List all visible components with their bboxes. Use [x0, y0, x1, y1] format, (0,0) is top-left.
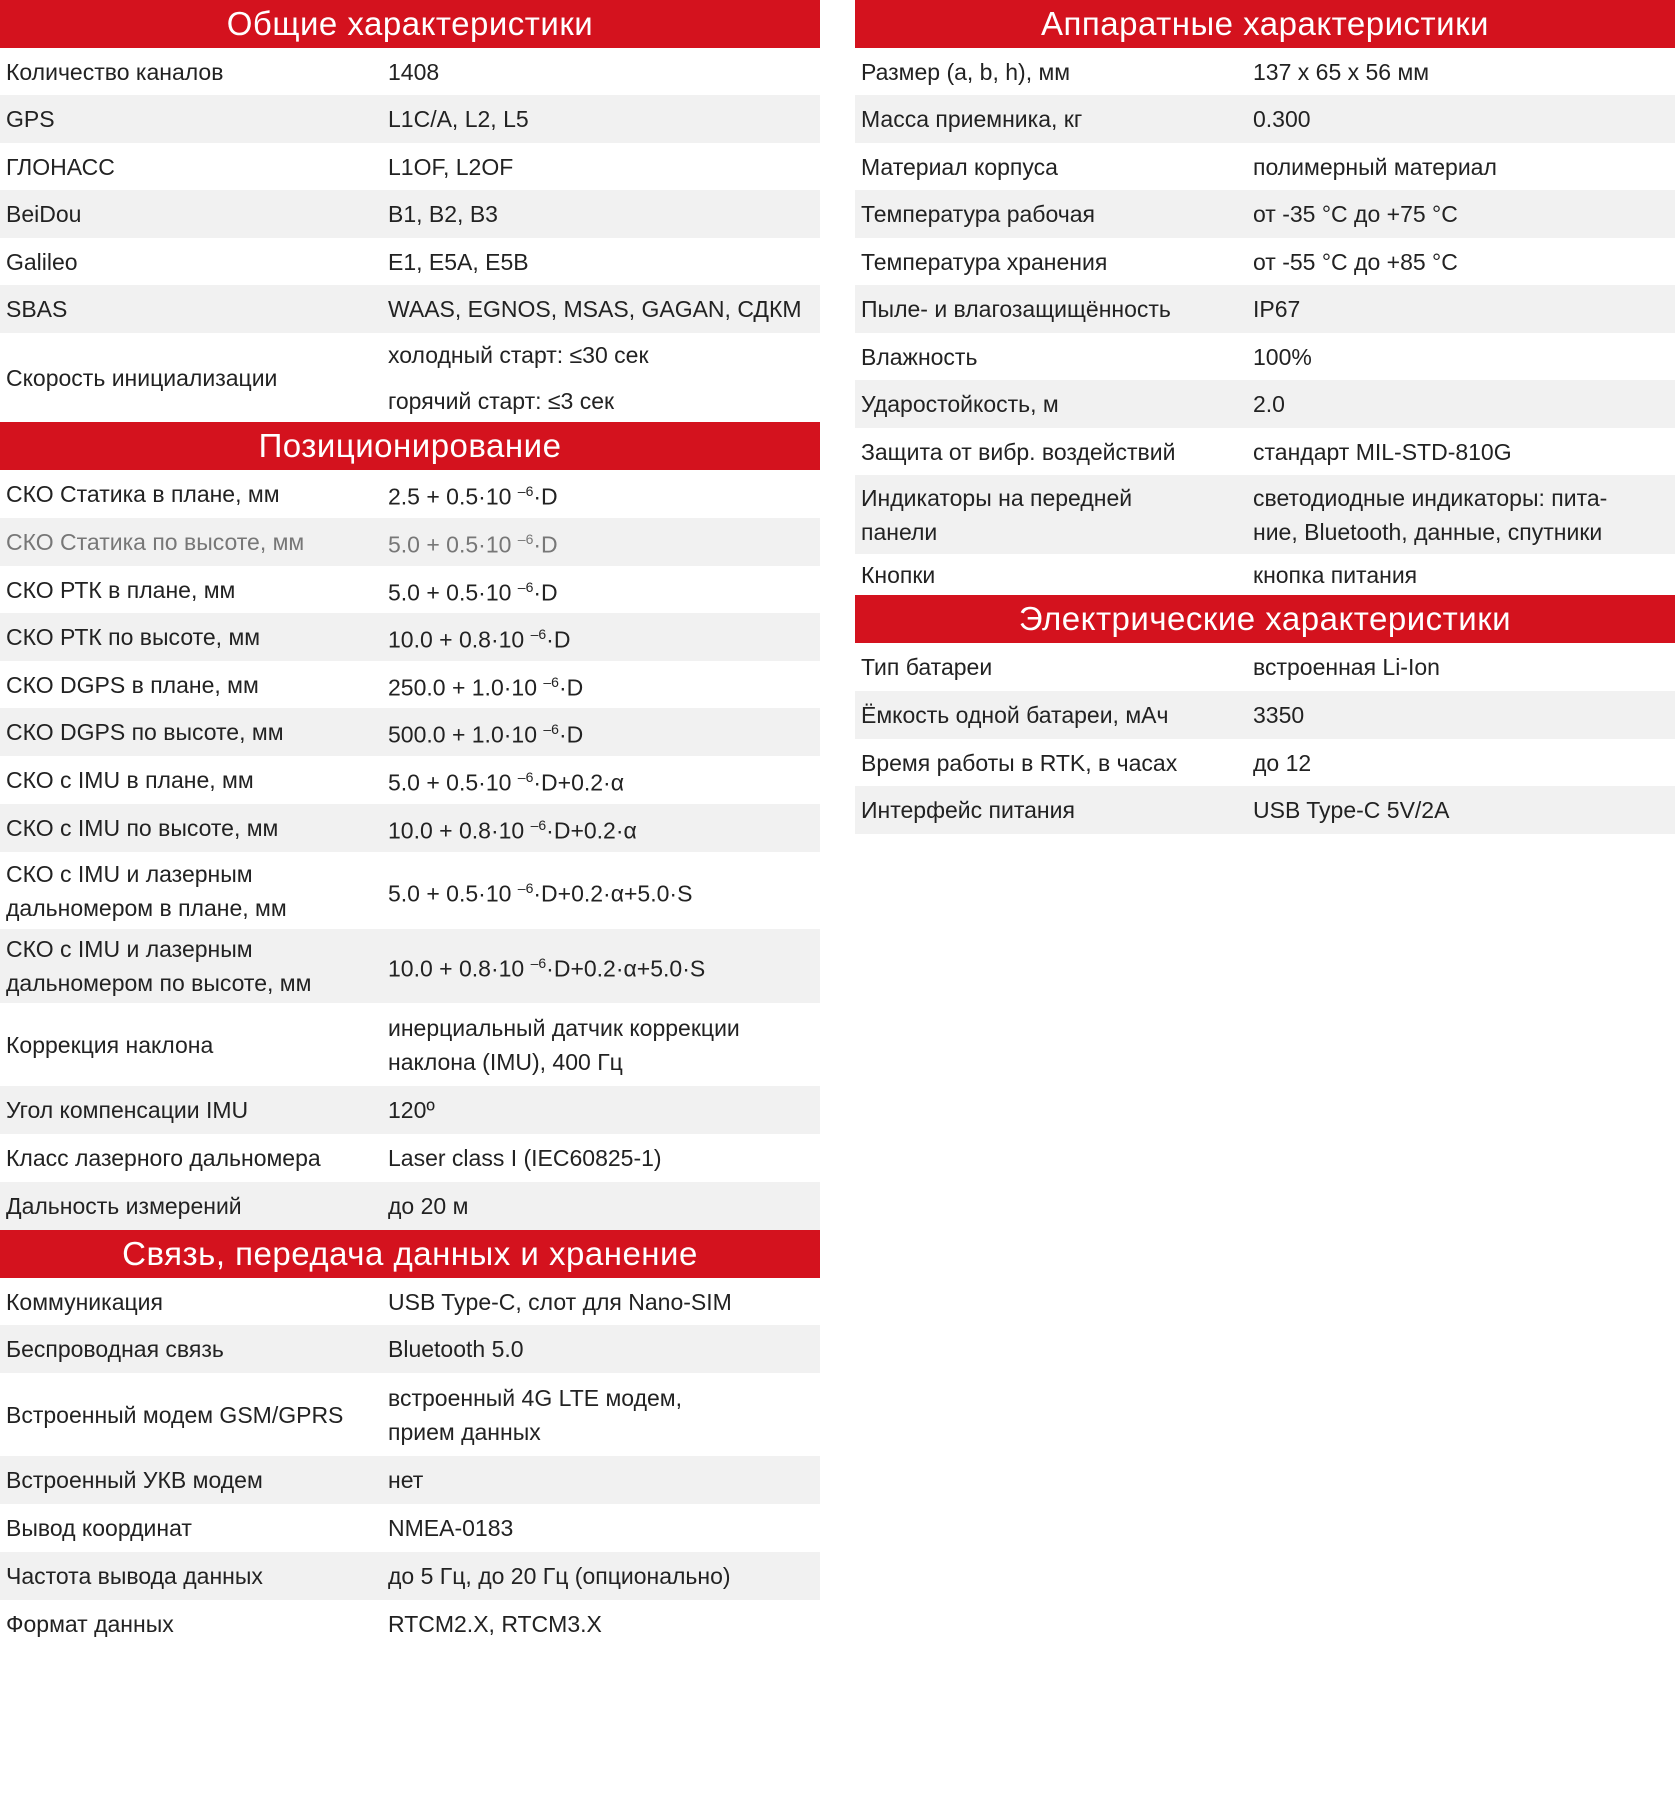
- spec-value: [388, 617, 820, 657]
- table-row: [855, 739, 1675, 786]
- spec-value: [388, 522, 820, 562]
- formula-base: 10.0 + 0.8·10: [388, 817, 531, 844]
- spec-value: до 12: [1253, 749, 1312, 776]
- formula-exponent: –6: [530, 955, 547, 972]
- formula-exponent: –6: [517, 483, 534, 500]
- formula-tail: ·D: [533, 579, 558, 606]
- spec-label: СКО РТК по высоте, мм: [6, 624, 261, 650]
- spec-value: L1C/A, L2, L5: [388, 106, 529, 132]
- left-column: [0, 0, 820, 1648]
- spec-label: Класс лазерного дальномера: [6, 1145, 321, 1171]
- spec-value-line: ние, Bluetooth, данные, спутники: [1253, 518, 1603, 545]
- table-row: [855, 428, 1675, 475]
- spec-value: Bluetooth 5.0: [388, 1336, 524, 1362]
- spec-value: 1408: [388, 58, 440, 85]
- spec-label: Время работы в RTK, в часах: [861, 749, 1178, 776]
- spec-value: L1OF, L2OF: [388, 153, 514, 180]
- formula-exponent: –6: [543, 721, 559, 738]
- formula-exponent: –6: [543, 673, 559, 690]
- section-comm-title: Связь, передача данных и хранение: [0, 1230, 820, 1278]
- spec-value: 137 x 65 x 56 мм: [1253, 58, 1430, 85]
- formula-base: 10.0 + 0.8·10: [388, 955, 531, 982]
- table-row: [0, 95, 820, 143]
- spec-label: Дальность измерений: [6, 1193, 242, 1219]
- formula-base: 2.5 + 0.5·10: [388, 483, 518, 510]
- formula-base: 5.0 + 0.5·10: [388, 769, 518, 796]
- spec-value: до 20 м: [388, 1193, 469, 1219]
- spec-label: Вывод координат: [6, 1515, 192, 1541]
- spec-label-line: Индикаторы на передней: [861, 484, 1133, 511]
- spec-label: СКО Статика в плане, мм: [6, 481, 280, 507]
- spec-label: Пыле- и влагозащищённость: [861, 296, 1171, 322]
- spec-value: B1, B2, B3: [388, 201, 498, 227]
- spec-value: [1253, 481, 1675, 549]
- spec-label: Galileo: [6, 248, 78, 275]
- spec-label: Формат данных: [6, 1611, 174, 1637]
- spec-label: СКО DGPS по высоте, мм: [6, 719, 284, 745]
- table-row: [0, 238, 820, 285]
- spec-value-line: холодный старт: ≤30 сек: [388, 341, 649, 368]
- spec-value: [388, 665, 820, 705]
- spec-label-line: панели: [861, 518, 938, 545]
- table-row: [0, 1134, 820, 1182]
- table-row: [0, 566, 820, 613]
- spec-label: СКО с IMU по высоте, мм: [6, 815, 279, 841]
- spec-value: [388, 474, 820, 514]
- table-row: [0, 1278, 820, 1325]
- spec-label: Размер (a, b, h), мм: [861, 58, 1071, 85]
- table-row: [0, 1373, 820, 1456]
- formula-base: 5.0 + 0.5·10: [388, 531, 518, 558]
- spec-label: [855, 481, 1253, 549]
- spec-label-line: СКО с IMU и лазерным: [6, 936, 253, 962]
- spec-value: [388, 332, 820, 424]
- spec-value: [388, 946, 820, 986]
- section-comm-table: [0, 1278, 820, 1648]
- table-row: [0, 613, 820, 661]
- spec-label: Интерфейс питания: [861, 797, 1075, 823]
- table-row: [0, 1600, 820, 1648]
- spec-label: Температура хранения: [861, 248, 1108, 275]
- table-row: [0, 190, 820, 238]
- table-row: [0, 852, 820, 929]
- right-column: [855, 0, 1675, 834]
- spec-label: СКО DGPS в плане, мм: [6, 671, 259, 698]
- spec-label: GPS: [6, 106, 55, 132]
- table-row: [0, 285, 820, 333]
- spec-label: Угол компенсации IMU: [6, 1097, 249, 1123]
- spec-label: Беспроводная связь: [6, 1336, 224, 1362]
- section-electric-table: [855, 643, 1675, 834]
- spec-value-line: горячий старт: ≤3 сек: [388, 387, 615, 414]
- spec-label: Частота вывода данных: [6, 1563, 263, 1589]
- spec-value: Laser class I (IEC60825-1): [388, 1145, 662, 1171]
- table-row: [855, 143, 1675, 190]
- table-row: [855, 691, 1675, 739]
- spec-value: 100%: [1253, 343, 1312, 370]
- table-row: [0, 1086, 820, 1134]
- table-row: [0, 1325, 820, 1373]
- formula-exponent: –6: [517, 879, 534, 896]
- table-row: [0, 708, 820, 756]
- spec-value: NMEA-0183: [388, 1515, 514, 1541]
- formula-exponent: –6: [517, 769, 534, 786]
- table-row: [0, 756, 820, 804]
- table-row: [0, 661, 820, 708]
- table-row: [0, 1456, 820, 1504]
- spec-value: E1, E5A, E5B: [388, 248, 529, 275]
- formula-base: 5.0 + 0.5·10: [388, 579, 518, 606]
- formula-base: 250.0 + 1.0·10: [388, 674, 544, 701]
- section-hardware-title: Аппаратные характеристики: [855, 0, 1675, 48]
- formula-tail: ·D+0.2·α: [546, 817, 637, 844]
- spec-value: [388, 808, 820, 848]
- table-row: [0, 470, 820, 518]
- spec-value: до 5 Гц, до 20 Гц (опционально): [388, 1563, 731, 1589]
- formula-tail: ·D: [533, 531, 558, 558]
- spec-value: [388, 570, 820, 610]
- formula-exponent: –6: [530, 626, 547, 643]
- spec-label: SBAS: [6, 296, 68, 322]
- spec-value-line: наклона (IMU), 400 Гц: [388, 1048, 623, 1075]
- formula-tail: ·D+0.2·α: [533, 769, 625, 796]
- table-row: [0, 804, 820, 852]
- spec-label: Материал корпуса: [861, 153, 1058, 180]
- formula-base: 5.0 + 0.5·10: [388, 880, 518, 907]
- table-row: [855, 643, 1675, 691]
- spec-label: ГЛОНАСС: [6, 153, 115, 180]
- spec-value: USB Type-C 5V/2A: [1253, 797, 1450, 823]
- table-row: [855, 475, 1675, 554]
- table-row: [855, 333, 1675, 380]
- formula-tail: ·D+0.2·α+5.0·S: [546, 955, 706, 982]
- spec-label: Количество каналов: [6, 58, 224, 85]
- spec-label: Влажность: [861, 343, 978, 370]
- formula-tail: ·D+0.2·α+5.0·S: [533, 880, 693, 907]
- spec-value: от -35 °C до +75 °C: [1253, 201, 1458, 227]
- formula-tail: ·D: [558, 674, 584, 701]
- table-row: [0, 333, 820, 422]
- table-row: [855, 95, 1675, 143]
- table-row: [0, 1504, 820, 1552]
- table-row: [855, 238, 1675, 285]
- spec-label: СКО Статика по высоте, мм: [6, 529, 305, 555]
- spec-label: СКО с IMU в плане, мм: [6, 767, 254, 793]
- spec-value: [388, 760, 820, 800]
- spec-label: Кнопки: [861, 561, 936, 588]
- spec-label: Встроенный УКВ модем: [6, 1467, 263, 1493]
- spec-value: [388, 1011, 820, 1079]
- spec-label: Защита от вибр. воздействий: [861, 438, 1176, 465]
- table-row: [855, 554, 1675, 595]
- formula-exponent: –6: [517, 531, 534, 548]
- table-row: [0, 1003, 820, 1086]
- table-row: [855, 380, 1675, 428]
- table-row: [0, 143, 820, 190]
- section-positioning-table: [0, 470, 820, 1230]
- spec-label: [0, 857, 388, 925]
- spec-label: Коррекция наклона: [6, 1031, 214, 1058]
- spec-value: USB Type-C, слот для Nano-SIM: [388, 1288, 732, 1315]
- spec-value: нет: [388, 1467, 424, 1493]
- spec-label: Скорость инициализации: [6, 364, 278, 391]
- spec-label: [0, 932, 388, 1000]
- spec-value: встроенная Li-Ion: [1253, 654, 1440, 680]
- section-hardware-table: [855, 48, 1675, 595]
- spec-value: [388, 1381, 820, 1449]
- section-general-table: [0, 48, 820, 422]
- spec-value: IP67: [1253, 296, 1301, 322]
- table-row: [0, 518, 820, 566]
- spec-label: BeiDou: [6, 201, 82, 227]
- spec-label: Температура рабочая: [861, 201, 1095, 227]
- formula-base: 10.0 + 0.8·10: [388, 626, 531, 653]
- section-general-title: Общие характеристики: [0, 0, 820, 48]
- table-row: [855, 786, 1675, 834]
- spec-label-line: СКО с IMU и лазерным: [6, 860, 253, 887]
- spec-label: Ёмкость одной батареи, мАч: [861, 702, 1169, 728]
- section-positioning-title: Позиционирование: [0, 422, 820, 470]
- spec-label-line: дальномером в плане, мм: [6, 894, 287, 921]
- table-row: [855, 48, 1675, 95]
- spec-value: [388, 871, 820, 911]
- spec-value-line: встроенный 4G LTE модем,: [388, 1384, 682, 1411]
- spec-label: Тип батареи: [861, 654, 993, 680]
- formula-exponent: –6: [517, 578, 534, 595]
- spec-value: от -55 °C до +85 °C: [1253, 248, 1458, 275]
- table-row: [0, 48, 820, 95]
- spec-label: Встроенный модем GSM/GPRS: [6, 1401, 344, 1428]
- spec-value: стандарт MIL-STD-810G: [1253, 438, 1512, 465]
- spec-value: 2.0: [1253, 391, 1285, 417]
- spec-value: полимерный материал: [1253, 153, 1497, 180]
- spec-value: 0.300: [1253, 106, 1311, 132]
- spec-label: Ударостойкость, м: [861, 391, 1059, 417]
- section-electric-title: Электрические характеристики: [855, 595, 1675, 643]
- spec-label: Масса приемника, кг: [861, 106, 1083, 132]
- table-row: [0, 1182, 820, 1230]
- spec-value-line: прием данных: [388, 1418, 541, 1445]
- formula-tail: ·D: [533, 483, 558, 510]
- formula-tail: ·D: [558, 721, 584, 748]
- table-row: [855, 285, 1675, 333]
- spec-value: [388, 712, 820, 752]
- spec-value-line: инерциальный датчик коррекции: [388, 1014, 740, 1041]
- table-row: [0, 1552, 820, 1600]
- formula-tail: ·D: [546, 626, 571, 653]
- spec-label: Коммуникация: [6, 1288, 163, 1315]
- spec-value: RTCM2.X, RTCM3.X: [388, 1611, 602, 1637]
- formula-base: 500.0 + 1.0·10: [388, 721, 544, 748]
- spec-value: кнопка питания: [1253, 561, 1418, 588]
- spec-value: 120º: [388, 1097, 435, 1123]
- spec-value: WAAS, EGNOS, MSAS, GAGAN, СДКМ: [388, 296, 802, 322]
- table-row: [0, 929, 820, 1003]
- spec-value: 3350: [1253, 702, 1305, 728]
- spec-label: СКО РТК в плане, мм: [6, 576, 236, 603]
- spec-label-line: дальномером по высоте, мм: [6, 970, 312, 996]
- formula-exponent: –6: [530, 817, 547, 834]
- table-row: [855, 190, 1675, 238]
- spec-value-line: светодиодные индикаторы: пита-: [1253, 484, 1608, 511]
